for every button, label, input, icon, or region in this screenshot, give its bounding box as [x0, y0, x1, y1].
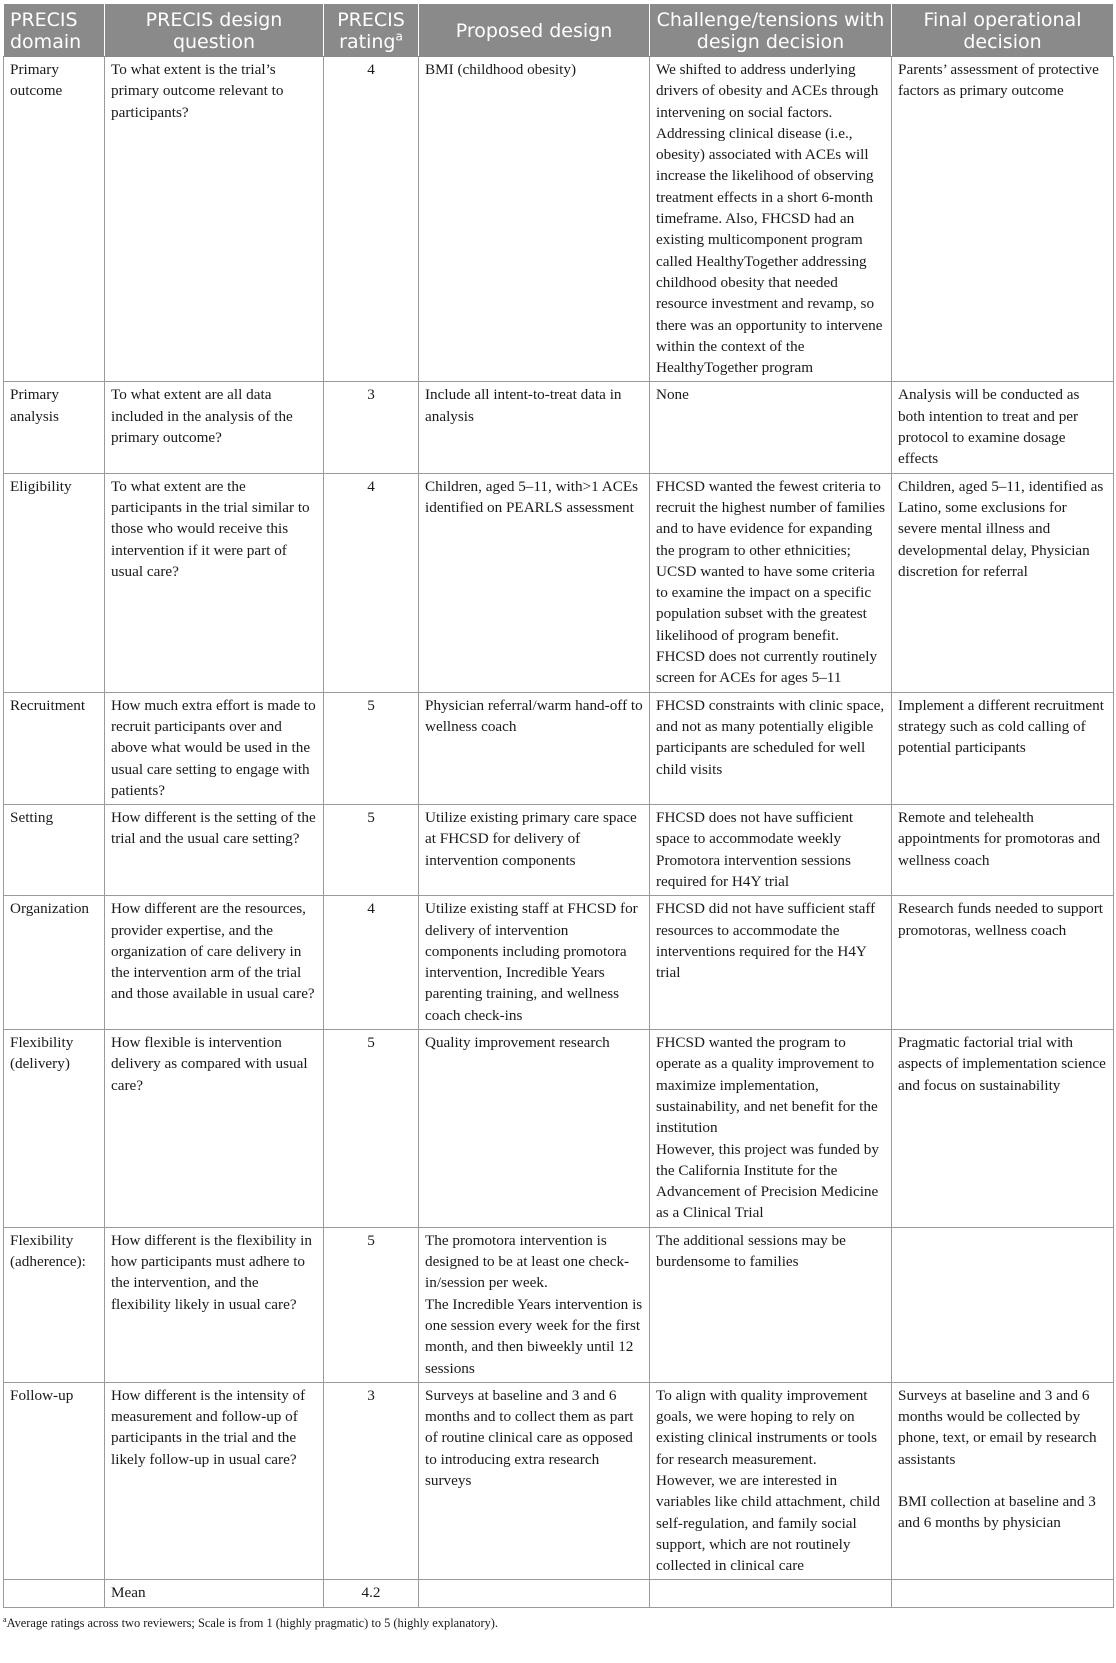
proposed-cell: [419, 1030, 650, 1228]
proposed-cell: [419, 57, 650, 382]
footnote-marker: a: [3, 1614, 7, 1624]
challenge-cell: [650, 57, 892, 382]
rating-cell-text: 3: [367, 386, 375, 404]
domain-cell: [4, 1382, 105, 1580]
table-row: [4, 896, 1114, 1030]
mean-value-cell: [324, 1580, 419, 1607]
proposed-cell: [419, 692, 650, 804]
mean-value-cell-text: 4.2: [361, 1584, 381, 1602]
question-cell: [105, 896, 324, 1030]
domain-cell-text: Follow-up: [10, 1386, 74, 1404]
domain-cell-text: Flexibility (adherence):: [10, 1231, 86, 1271]
question-cell-text: To what extent are all data included in the analysis of the primary outcome?: [111, 386, 293, 447]
final-cell-text: Surveys at baseline and 3 and 6 months would be collected by phone, text, or email by research assistants: [898, 1386, 1097, 1468]
final-cell-text: Pragmatic factorial trial with aspects of implementation science and focus on sustainability: [898, 1034, 1106, 1094]
final-cell: [892, 57, 1114, 382]
header-challenge: Challenge/tensions with design decision: [650, 4, 892, 57]
proposed-cell: [419, 896, 650, 1030]
final-cell: [892, 692, 1114, 804]
proposed-cell: [419, 382, 650, 473]
question-cell-text: How different are the resources, provider expertise, and the organization of care delivery in the intervention arm of the trial and those available in usual care?: [111, 900, 315, 1003]
question-cell-text: How flexible is intervention delivery as compared with usual care?: [111, 1034, 308, 1094]
question-cell-text: To what extent are the participants in the trial similar to those who would receive this intervention if it were part of usual care?: [111, 477, 310, 580]
question-cell: [105, 1382, 324, 1580]
table-body: [4, 57, 1114, 1608]
challenge-cell-text: FHCSD constraints with clinic space, and not as many potentially eligible participants are scheduled for well child visits: [656, 696, 885, 778]
header-domain: PRECIS domain: [4, 4, 105, 57]
table-row: [4, 692, 1114, 804]
table-row: [4, 382, 1114, 473]
domain-cell-text: Eligibility: [10, 477, 72, 495]
final-cell-text-2: BMI collection at baseline and 3 and 6 months by physician: [898, 1493, 1096, 1532]
final-cell-text: Research funds needed to support promotoras, wellness coach: [898, 900, 1103, 939]
challenge-cell-text: FHCSD did not have sufficient staff resources to accommodate the interventions required for the H4Y trial: [656, 900, 876, 982]
rating-cell: [324, 692, 419, 804]
footnote-text: Average ratings across two reviewers; Scale is from 1 (highly pragmatic) to 5 (highly explanatory).: [6, 1615, 499, 1630]
challenge-cell: [650, 382, 892, 473]
domain-cell-text: Organization: [10, 900, 90, 918]
challenge-cell-text: FHCSD wanted the fewest criteria to recruit the highest number of families and to have evidence for expanding the program to other ethnicities; UCSD wanted to have some criteria to examine the impact on a specific population subset with the greatest likelihood of program benefit. FHCSD does not currently routinely screen for ACEs for ages 5–11: [656, 477, 886, 687]
domain-cell: [4, 1227, 105, 1382]
question-cell: [105, 1030, 324, 1228]
question-cell: [105, 473, 324, 692]
rating-cell-text: 5: [367, 1231, 375, 1249]
rating-cell-text: 5: [367, 809, 375, 827]
proposed-cell: [419, 473, 650, 692]
proposed-cell-text: Utilize existing staff at FHCSD for delivery of intervention components including promotora intervention, Incredible Years parenting training, and wellness coach check-ins: [425, 900, 638, 1024]
final-cell-text: Analysis will be conducted as both intention to treat and per protocol to examine dosage effects: [898, 386, 1080, 468]
domain-cell-text: Recruitment: [10, 696, 86, 714]
challenge-cell-text-2: However, we are interested in variables like child attachment, child self-regulation, and family social support, which are not routinely collected in clinical care: [656, 1472, 880, 1575]
challenge-cell-text: The additional sessions may be burdensome to families: [656, 1231, 846, 1271]
proposed-cell: [419, 805, 650, 896]
paragraph-gap: [898, 1470, 1107, 1491]
proposed-cell-text: Utilize existing primary care space at FHCSD for delivery of intervention components: [425, 809, 637, 869]
proposed-cell-text: The promotora intervention is designed to be at least one check-in/session per week.: [425, 1231, 630, 1292]
challenge-cell: [650, 1227, 892, 1382]
rating-cell-text: 3: [367, 1386, 375, 1404]
table-row: [4, 473, 1114, 692]
challenge-cell-text: None: [656, 386, 689, 404]
question-cell-text: To what extent is the trial’s primary outcome relevant to participants?: [111, 61, 284, 121]
question-cell: [105, 692, 324, 804]
challenge-cell: [650, 473, 892, 692]
challenge-cell: [650, 896, 892, 1030]
question-cell-text: How different is the intensity of measurement and follow-up of participants in the trial and the likely follow-up in usual care?: [111, 1386, 306, 1468]
proposed-cell-text: Physician referral/warm hand-off to wellness coach: [425, 696, 643, 735]
precis-table-container: [3, 3, 1113, 1631]
challenge-cell-text-2: However, this project was funded by the California Institute for the Advancement of Precision Medicine as a Clinical Trial: [656, 1140, 879, 1222]
domain-cell: [4, 382, 105, 473]
proposed-cell-text: Surveys at baseline and 3 and 6 months and to collect them as part of routine clinical care as opposed to introducing extra research surveys: [425, 1386, 634, 1489]
question-cell-text: How much extra effort is made to recruit participants over and above what would be used in the usual care setting to engage with patients?: [111, 696, 316, 799]
header-rating-footnote-marker: a: [395, 29, 403, 44]
table-row: [4, 1030, 1114, 1228]
challenge-cell-text: To align with quality improvement goals, we were hoping to rely on existing clinical instruments or tools for research measurement.: [656, 1386, 878, 1468]
rating-cell-text: 5: [367, 1034, 375, 1052]
proposed-cell-text: Quality improvement research: [425, 1034, 610, 1052]
domain-cell: [4, 473, 105, 692]
table-row: [4, 805, 1114, 896]
challenge-cell: [650, 805, 892, 896]
challenge-cell-text: FHCSD does not have sufficient space to accommodate weekly Promotora intervention sessions required for H4Y trial: [656, 809, 854, 890]
final-cell-text: Implement a different recruitment strategy such as cold calling of potential participants: [898, 696, 1104, 757]
empty-cell: [650, 1580, 892, 1607]
empty-cell: [4, 1580, 105, 1607]
rating-cell: [324, 57, 419, 382]
domain-cell-text: Primary analysis: [10, 386, 59, 425]
header-question: PRECIS design question: [105, 4, 324, 57]
question-cell: [105, 1227, 324, 1382]
header-final: Final operational decision: [892, 4, 1114, 57]
rating-cell: [324, 473, 419, 692]
domain-cell: [4, 896, 105, 1030]
rating-cell: [324, 1227, 419, 1382]
final-cell: [892, 1382, 1114, 1580]
mean-label-cell: [105, 1580, 324, 1607]
rating-cell: [324, 896, 419, 1030]
final-cell-text: Children, aged 5–11, identified as Latino, some exclusions for severe mental illness and developmental delay, Physician discretion for referral: [898, 477, 1104, 580]
header-proposed: Proposed design: [419, 4, 650, 57]
header-rating: [324, 4, 419, 57]
proposed-cell-text: Children, aged 5–11, with>1 ACEs identified on PEARLS assessment: [425, 477, 639, 516]
challenge-cell-text: FHCSD wanted the program to operate as a quality improvement to maximize implementation, sustainability, and net benefit for the institution: [656, 1034, 878, 1137]
table-header: [4, 4, 1114, 57]
final-cell: [892, 1227, 1114, 1382]
table-row: [4, 1382, 1114, 1580]
final-cell: [892, 896, 1114, 1030]
empty-cell: [892, 1580, 1114, 1607]
table-row: [4, 57, 1114, 382]
domain-cell: [4, 805, 105, 896]
table-footnote: [3, 1615, 1113, 1631]
final-cell: [892, 382, 1114, 473]
final-cell: [892, 805, 1114, 896]
precis-table: [3, 3, 1114, 1608]
challenge-cell: [650, 1382, 892, 1580]
rating-cell-text: 5: [367, 696, 375, 714]
final-cell: [892, 473, 1114, 692]
rating-cell-text: 4: [367, 477, 375, 495]
rating-cell: [324, 382, 419, 473]
mean-row: [4, 1580, 1114, 1607]
question-cell-text: How different is the flexibility in how participants must adhere to the intervention, and the flexibility likely in usual care?: [111, 1231, 312, 1313]
final-cell: [892, 1030, 1114, 1228]
empty-cell: [419, 1580, 650, 1607]
final-cell-text: Parents’ assessment of protective factors as primary outcome: [898, 61, 1099, 100]
proposed-cell-text: Include all intent-to-treat data in analysis: [425, 386, 622, 425]
challenge-cell: [650, 692, 892, 804]
proposed-cell: [419, 1382, 650, 1580]
domain-cell: [4, 692, 105, 804]
rating-cell: [324, 1382, 419, 1580]
header-rating-label: PRECIS rating: [337, 8, 405, 53]
table-row: [4, 1227, 1114, 1382]
final-cell-text: Remote and telehealth appointments for promotoras and wellness coach: [898, 809, 1101, 869]
domain-cell-text: Flexibility (delivery): [10, 1034, 74, 1073]
rating-cell-text: 4: [367, 61, 375, 78]
domain-cell-text: Setting: [10, 809, 54, 827]
question-cell-text: How different is the setting of the trial and the usual care setting?: [111, 809, 316, 848]
rating-cell: [324, 805, 419, 896]
proposed-cell: [419, 1227, 650, 1382]
proposed-cell-text: BMI (childhood obesity): [425, 61, 577, 78]
proposed-cell-text-2: The Incredible Years intervention is one session every week for the first month, and then biweekly until 12 sessions: [425, 1295, 643, 1377]
rating-cell: [324, 1030, 419, 1228]
question-cell: [105, 57, 324, 382]
rating-cell-text: 4: [367, 900, 375, 918]
challenge-cell: [650, 1030, 892, 1228]
question-cell: [105, 805, 324, 896]
domain-cell-text: Primary outcome: [10, 61, 63, 100]
domain-cell: [4, 1030, 105, 1228]
question-cell: [105, 382, 324, 473]
mean-label-cell-text: Mean: [111, 1584, 146, 1602]
challenge-cell-text: We shifted to address underlying drivers of obesity and ACEs through intervening on social factors. Addressing clinical disease (i.e., obesity) associated with ACEs will increase the likelihood of observing treatment effects in a short 6-month timeframe. Also, FHCSD had an existing multicomponent program called HealthyTogether addressing childhood obesity that needed resource investment and revamp, so there was an opportunity to intervene within the context of the HealthyTogether program: [656, 61, 883, 377]
domain-cell: [4, 57, 105, 382]
